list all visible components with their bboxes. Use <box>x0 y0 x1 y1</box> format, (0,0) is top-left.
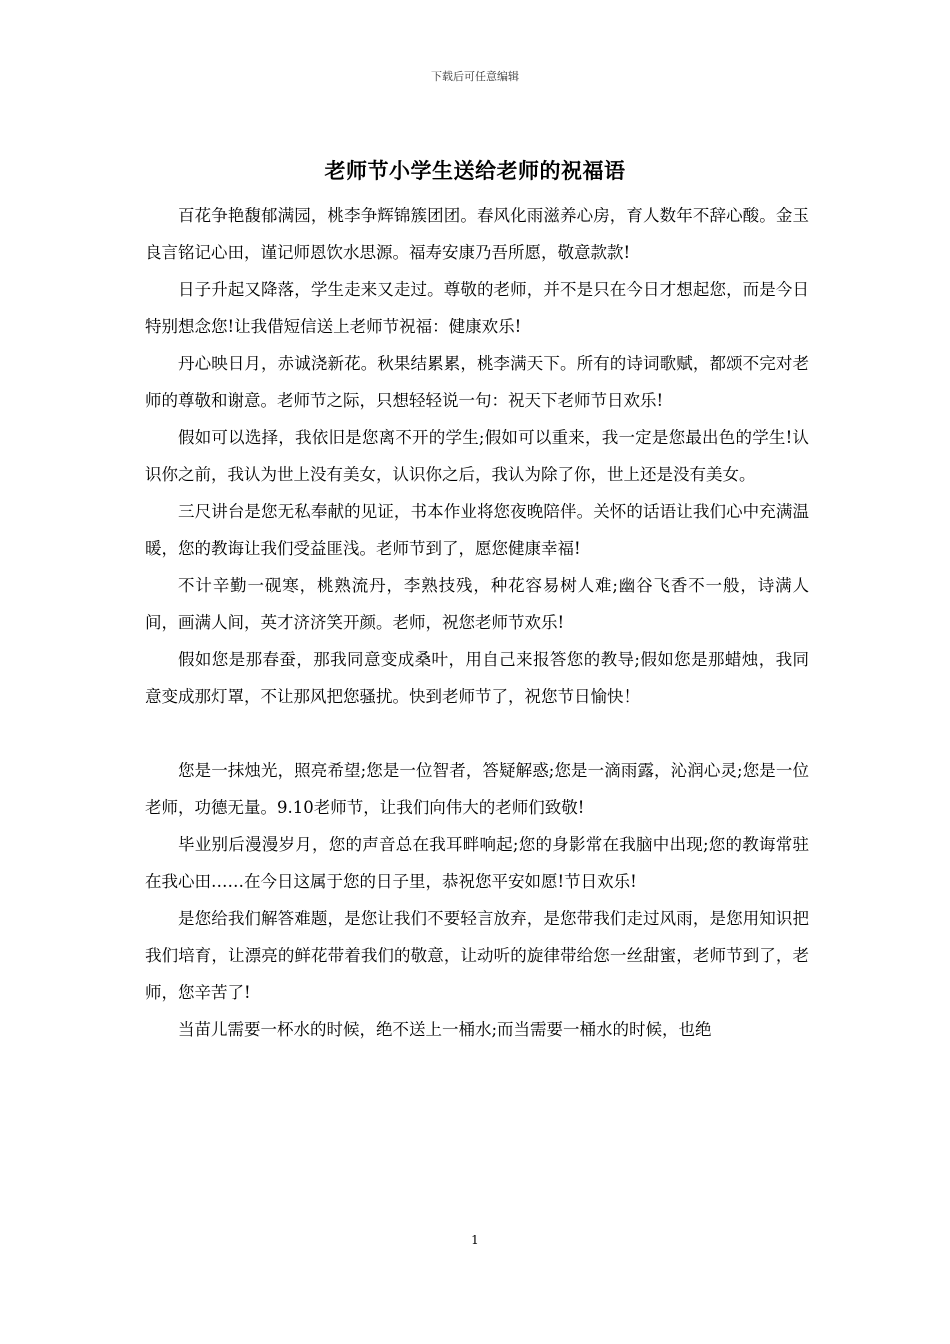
paragraph-7: 假如您是那春蚕，那我同意变成桑叶，用自己来报答您的教导;假如您是那蜡烛，我同意变成那灯罩，不让那风把您骚扰。快到老师节了，祝您节日愉快！ <box>145 650 809 706</box>
paragraph-10: 是您给我们解答难题，是您让我们不要轻言放弃，是您带我们走过风雨，是您用知识把我们培育，让漂亮的鲜花带着我们的敬意，让动听的旋律带给您一丝甜蜜，老师节到了，老师，您辛苦了! <box>145 909 809 1002</box>
paragraph-3: 丹心映日月，赤诚浇新花。秋果结累累，桃李满天下。所有的诗词歌赋，都颂不完对老师的尊敬和谢意。老师节之际，只想轻轻说一句：祝天下老师节日欢乐! <box>145 354 809 410</box>
paragraph-11: 当苗儿需要一杯水的时候，绝不送上一桶水;而当需要一桶水的时候，也绝 <box>178 1020 712 1039</box>
header-note: 下载后可任意编辑 <box>431 70 519 83</box>
paragraph-1: 百花争艳馥郁满园，桃李争辉锦簇团团。春风化雨滋养心房，育人数年不辞心酸。金玉良言铭记心田，谨记师恩饮水思源。福寿安康乃吾所愿，敬意款款! <box>145 206 809 262</box>
paragraph-5: 三尺讲台是您无私奉献的见证，书本作业将您夜晚陪伴。关怀的话语让我们心中充满温暖，您的教诲让我们受益匪浅。老师节到了，愿您健康幸福! <box>145 502 809 558</box>
paragraph-9: 毕业别后漫漫岁月，您的声音总在我耳畔响起;您的身影常在我脑中出现;您的教诲常驻在我心田……在今日这属于您的日子里，恭祝您平安如愿!节日欢乐! <box>145 835 809 891</box>
paragraph-4: 假如可以选择，我依旧是您离不开的学生;假如可以重来，我一定是您最出色的学生!认识你之前，我认为世上没有美女，认识你之后，我认为除了你，世上还是没有美女。 <box>145 428 809 484</box>
paragraph-6: 不计辛勤一砚寒，桃熟流丹，李熟技残，种花容易树人难;幽谷飞香不一般，诗满人间，画满人间，英才济济笑开颜。老师，祝您老师节欢乐! <box>145 576 809 632</box>
document-title: 老师节小学生送给老师的祝福语 <box>324 158 626 183</box>
paragraph-2: 日子升起又降落，学生走来又走过。尊敬的老师，并不是只在今日才想起您，而是今日特别想念您!让我借短信送上老师节祝福：健康欢乐! <box>145 280 809 336</box>
paragraph-spacer <box>145 715 809 752</box>
page-number: 1 <box>471 1233 479 1247</box>
document-body <box>145 197 809 1048</box>
paragraph-8: 您是一抹烛光，照亮希望;您是一位智者，答疑解惑;您是一滴雨露，沁润心灵;您是一位老师，功德无量。9.10老师节，让我们向伟大的老师们致敬! <box>145 761 809 817</box>
